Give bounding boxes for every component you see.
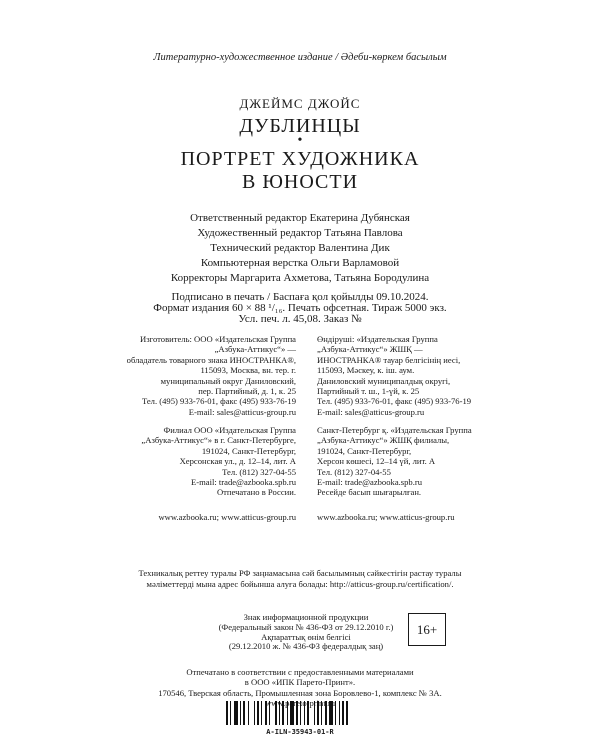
imprint-line: Тел. (495) 933-76-01, факс (495) 933-76-19 bbox=[317, 396, 472, 407]
barcode-bar bbox=[307, 701, 309, 725]
barcode-bar bbox=[339, 701, 340, 725]
imprint-line: ИНОСТРАНКА® тауар белгісінің иесі, bbox=[317, 354, 461, 365]
title-line: В ЮНОСТИ bbox=[241, 171, 359, 193]
barcode-bar bbox=[300, 701, 301, 725]
printer-line: в ООО «ИПК Парето-Принт». bbox=[244, 677, 356, 688]
imprint-line: Изготовитель: ООО «Издательская Группа bbox=[140, 334, 296, 344]
imprint-line: „Азбука-Аттикус“» ЖШҚ филиалы, bbox=[317, 435, 450, 446]
mark-line: Знак информационной продукции bbox=[243, 612, 369, 622]
barcode-bar bbox=[325, 701, 327, 725]
pubinfo-line: Усл. печ. л. 45,08. Заказ № bbox=[238, 313, 362, 325]
credit-line: Художественный редактор Татьяна Павлова bbox=[197, 227, 403, 239]
barcode-bar bbox=[226, 701, 228, 725]
imprint-line: Филиал ООО «Издательская Группа bbox=[163, 425, 296, 435]
barcode-bar bbox=[314, 701, 315, 725]
barcode-bar bbox=[342, 701, 344, 725]
barcode-bar bbox=[287, 701, 288, 725]
imprint-line: E-mail: sales@atticus-group.ru bbox=[317, 406, 425, 417]
book-title-first: ДУБЛИНЦЫ bbox=[239, 115, 361, 137]
imprint-line: Өндіруші: «Издательская Группа bbox=[317, 334, 438, 344]
imprint-line: Тел. (495) 933-76-01, факс (495) 933-76-19 bbox=[141, 396, 296, 407]
pubinfo-line: Формат издания 60 × 88 ¹/₁₆. Печать офсетная. Тираж 5000 экз. bbox=[153, 302, 447, 314]
printer-line: Отпечатано в соответствии с предоставленными материалами bbox=[186, 667, 414, 677]
imprint-line: E-mail: trade@azbooka.spb.ru bbox=[317, 477, 423, 488]
imprint-line: Партийный т. ш., 1-үй, к. 25 bbox=[317, 386, 420, 397]
credit-line: Ответственный редактор Екатерина Дубянская bbox=[190, 212, 410, 224]
barcode-bar bbox=[257, 701, 259, 725]
barcode-bar bbox=[275, 701, 277, 725]
legal-line: Техникалық реттеу туралы РФ заңнамасына сәй басылымның сәйкестігін растау туралы bbox=[138, 568, 462, 578]
mark-line: Ақпараттық өнім белгісі bbox=[261, 631, 351, 642]
imprint-line: пер. Партийный, д. 1, к. 25 bbox=[198, 386, 296, 397]
imprint-line: Тел. (812) 327-04-55 bbox=[222, 466, 296, 477]
credit-line: Технический редактор Валентина Дик bbox=[210, 242, 390, 254]
imprint-line: 191024, Санкт-Петербург, bbox=[201, 445, 296, 456]
publication-info bbox=[0, 292, 600, 325]
pubinfo-line: Подписано в печать / Баспаға қол қойылды 09.10.2024. bbox=[171, 291, 429, 303]
barcode-bar bbox=[243, 701, 245, 725]
barcode-bar bbox=[335, 701, 336, 725]
barcode-bar bbox=[230, 701, 231, 725]
barcode-bar bbox=[329, 701, 333, 725]
imprint-line: Тел. (812) 327-04-55 bbox=[317, 466, 391, 477]
barcode-bar bbox=[317, 701, 319, 725]
title-separator: • bbox=[297, 133, 303, 148]
mark-line: (Федеральный закон № 436-ФЗ от 29.12.2010 г.) bbox=[218, 621, 394, 632]
barcode-bar bbox=[282, 701, 284, 725]
branch-kz bbox=[317, 425, 513, 498]
manufacturer-ru bbox=[100, 334, 296, 417]
websites-ru: www.azbooka.ru; www.atticus-group.ru bbox=[158, 512, 296, 522]
imprint-line: Санкт-Петербург қ. «Издательская Группа bbox=[317, 425, 472, 435]
credit-line: Компьютерная верстка Ольги Варламовой bbox=[200, 257, 400, 269]
barcode bbox=[226, 701, 374, 725]
barcode-bar bbox=[279, 701, 280, 725]
barcode-number: A-ILN-35943-01-R bbox=[266, 728, 334, 736]
printed-in-kz: Ресейде басып шығарылған. bbox=[317, 487, 422, 498]
imprint-line: Херсон көшесі, 12–14 үй, лит. А bbox=[317, 456, 436, 467]
author-name: ДЖЕЙМС ДЖОЙС bbox=[239, 96, 361, 111]
imprint-line: E-mail: sales@atticus-group.ru bbox=[188, 406, 296, 417]
tech-regulation bbox=[0, 568, 600, 590]
info-mark-text bbox=[212, 613, 400, 652]
imprint-line: „Азбука-Аттикус“» ЖШҚ — bbox=[317, 344, 423, 355]
imprint-line: E-mail: trade@azbooka.spb.ru bbox=[190, 477, 296, 488]
imprint-line: Херсонская ул., д. 12–14, лит. А bbox=[179, 456, 296, 467]
imprint-line: 115093, Москва, вн. тер. г. bbox=[200, 365, 296, 376]
barcode-bar bbox=[240, 701, 241, 725]
age-rating-badge: 16+ bbox=[408, 613, 446, 646]
title-line: ПОРТРЕТ ХУДОЖНИКА bbox=[180, 148, 420, 170]
manufacturer-kz bbox=[317, 334, 513, 417]
printer-line: 170546, Тверская область, Промышленная зона Боровлево-1, комплекс № 3А. bbox=[158, 687, 442, 698]
barcode-bar bbox=[296, 701, 298, 725]
barcode-bar bbox=[254, 701, 255, 725]
credit-line: Корректоры Маргарита Ахметова, Татьяна Бородулина bbox=[170, 272, 430, 284]
imprint-line: муниципальный округ Даниловский, bbox=[160, 375, 296, 386]
barcode-bar bbox=[346, 701, 348, 725]
barcode-bar bbox=[321, 701, 322, 725]
series-line: Литературно-художественное издание / Әдеби-көркем басылым bbox=[153, 52, 447, 63]
mark-line: (29.12.2010 ж. № 436-ФЗ федералдық заң) bbox=[228, 641, 384, 652]
printed-in-ru: Отпечатано в России. bbox=[216, 487, 296, 498]
legal-line: мәліметтерді мына адрес бойынша алуға болады: http://atticus-group.ru/certification/. bbox=[146, 579, 454, 589]
barcode-bar bbox=[248, 701, 249, 725]
barcode-bar bbox=[304, 701, 305, 725]
barcode-bar bbox=[269, 701, 270, 725]
book-title-second bbox=[0, 148, 600, 194]
imprint-line: обладатель товарного знака ИНОСТРАНКА®, bbox=[126, 354, 296, 365]
imprint-line: Даниловский муниципалдық округі, bbox=[317, 375, 451, 386]
barcode-bar bbox=[290, 701, 294, 725]
barcode-bar bbox=[265, 701, 267, 725]
credits-block bbox=[0, 211, 600, 286]
barcode-bar bbox=[261, 701, 262, 725]
websites-kz: www.azbooka.ru; www.atticus-group.ru bbox=[317, 512, 455, 522]
branch-ru bbox=[100, 425, 296, 498]
imprint-line: 191024, Санкт-Петербург, bbox=[317, 445, 412, 456]
barcode-bar bbox=[234, 701, 238, 725]
imprint-line: 115093, Мәскеу, к. іш. аум. bbox=[317, 365, 415, 376]
imprint-line: „Азбука-Аттикус“» — bbox=[214, 344, 296, 355]
imprint-line: „Азбука-Аттикус“» в г. Санкт-Петербурге, bbox=[141, 435, 296, 446]
